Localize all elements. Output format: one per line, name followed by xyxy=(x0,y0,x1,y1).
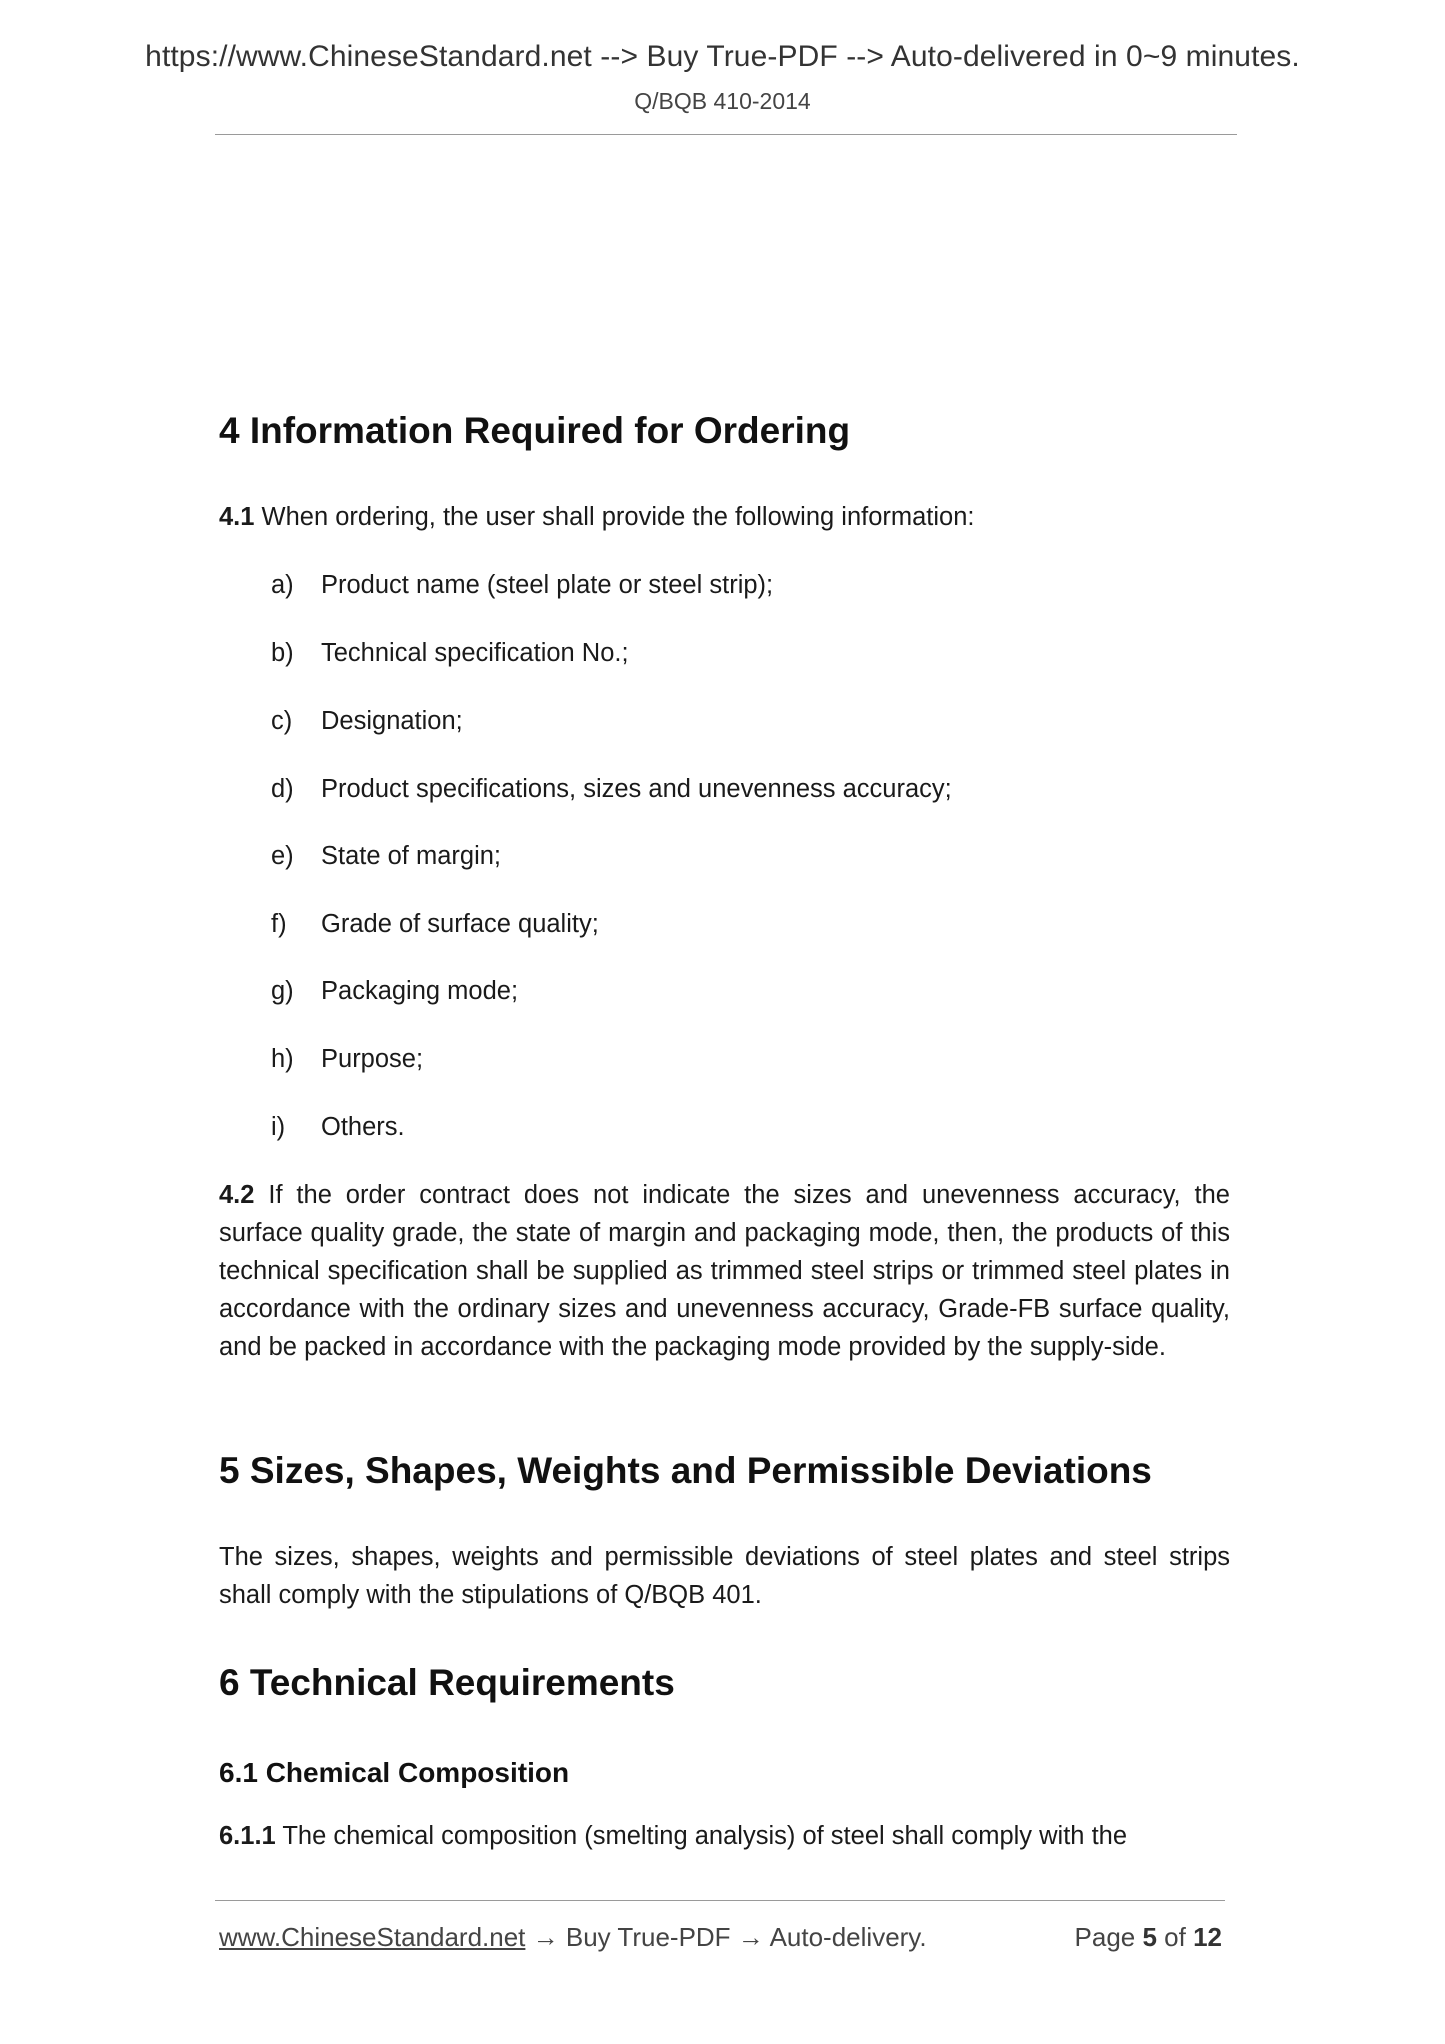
clause-4-2-text: If the order contract does not indicate the sizes and unevenness accuracy, the surface quality grade, the state of margin and packaging mode, then, the products of this technical specification shall be supplied as trimmed steel strips or trimmed steel plates in accordance with the ordinary sizes and unevenness accuracy, Grade-FB surface quality, and be packed in accordance with the packaging mode provided by the supply-side. xyxy=(219,1181,1230,1361)
clause-4-2 xyxy=(219,1176,1230,1366)
list-item xyxy=(271,905,1171,943)
list-item-letter: d) xyxy=(271,775,294,803)
section-5-text: The sizes, shapes, weights and permissible deviations of steel plates and steel strips shall comply with the stipulations of Q/BQB 401. xyxy=(219,1543,1230,1609)
footer-promo-text: → Buy True-PDF → Auto-delivery. xyxy=(525,1922,927,1952)
list-item-text: Packaging mode; xyxy=(321,977,519,1005)
list-item-letter: i) xyxy=(271,1113,286,1141)
page-number: 5 xyxy=(1142,1922,1157,1952)
section-6-heading: 6 Technical Requirements xyxy=(219,1662,675,1703)
section-5-heading: 5 Sizes, Shapes, Weights and Permissible Deviations xyxy=(219,1450,1152,1491)
list-item-letter: e) xyxy=(271,842,294,870)
list-item xyxy=(271,1108,1171,1146)
list-item-text: Grade of surface quality; xyxy=(321,910,599,938)
footer-promo xyxy=(219,1922,927,1953)
list-item xyxy=(271,1040,1171,1078)
list-item-letter: b) xyxy=(271,639,294,667)
list-item xyxy=(271,837,1171,875)
clause-4-1 xyxy=(219,498,1230,536)
clause-6-1-1 xyxy=(219,1817,1230,1855)
list-item xyxy=(271,634,1171,672)
header-divider xyxy=(215,134,1237,135)
list-item-text: Purpose; xyxy=(321,1045,424,1073)
list-item-text: Product specifications, sizes and unevenness accuracy; xyxy=(321,775,952,803)
document-code: Q/BQB 410-2014 xyxy=(634,88,811,114)
page-indicator xyxy=(1075,1922,1222,1953)
header-url-line: https://www.ChineseStandard.net --> Buy True-PDF --> Auto-delivered in 0~9 minutes. xyxy=(145,40,1300,73)
clause-4-1-number: 4.1 xyxy=(219,503,255,531)
page-label: Page xyxy=(1074,1922,1143,1952)
page-total: 12 xyxy=(1193,1922,1222,1952)
list-item xyxy=(271,972,1171,1010)
list-item-letter: f) xyxy=(271,910,287,938)
list-item xyxy=(271,770,1171,808)
subsection-6-1-heading: 6.1 Chemical Composition xyxy=(219,1757,570,1788)
list-item-letter: g) xyxy=(271,977,294,1005)
list-item xyxy=(271,702,1171,740)
list-item xyxy=(271,566,1171,604)
clause-6-1-1-number: 6.1.1 xyxy=(219,1822,276,1850)
list-item-text: Others. xyxy=(321,1113,405,1141)
clause-4-1-text: When ordering, the user shall provide the following information: xyxy=(254,503,975,531)
footer-divider xyxy=(215,1900,1225,1901)
page-of-label: of xyxy=(1156,1922,1194,1952)
list-item-text: Technical specification No.; xyxy=(321,639,629,667)
section-4-heading: 4 Information Required for Ordering xyxy=(219,410,851,451)
clause-6-1-1-text: The chemical composition (smelting analysis) of steel shall comply with the xyxy=(275,1822,1128,1850)
clause-4-2-number: 4.2 xyxy=(219,1181,255,1209)
list-item-text: State of margin; xyxy=(321,842,502,870)
list-item-text: Product name (steel plate or steel strip); xyxy=(321,571,774,599)
list-item-letter: c) xyxy=(271,707,293,735)
list-item-letter: a) xyxy=(271,571,294,599)
footer-site-link[interactable]: www.ChineseStandard.net xyxy=(219,1922,526,1952)
list-item-letter: h) xyxy=(271,1045,294,1073)
list-item-text: Designation; xyxy=(321,707,463,735)
